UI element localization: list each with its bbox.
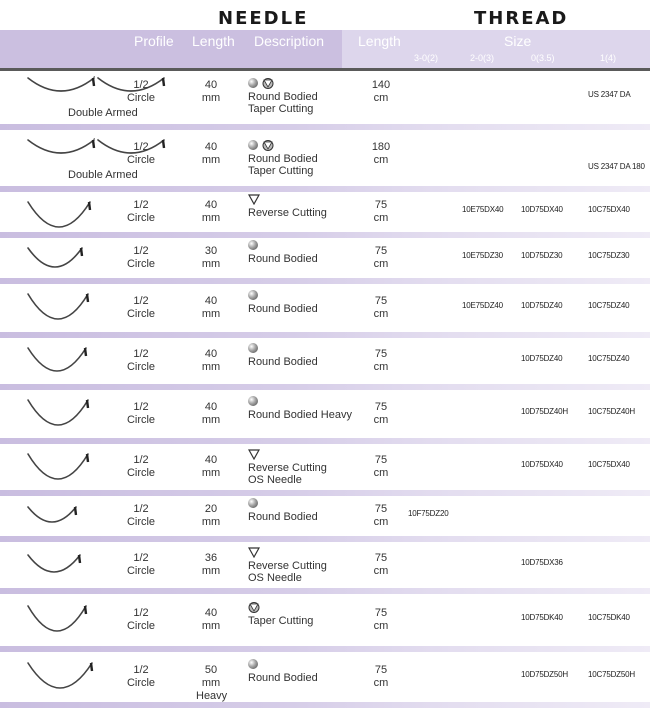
point-type-icons [248, 395, 352, 407]
cell-line: mm [201, 154, 221, 166]
cell-line: 40 [204, 141, 218, 153]
profile-cell [120, 607, 162, 633]
cell-line: OS Needle [248, 572, 302, 584]
thread-length-cell [364, 607, 398, 633]
thread-length-cell [364, 79, 398, 105]
cell-line: mm [201, 361, 221, 373]
description-cell [248, 239, 318, 265]
profile-cell [120, 245, 162, 271]
cell-line: mm [201, 677, 221, 689]
needle-length-cell [196, 552, 226, 578]
cell-line: 1/2 [133, 199, 149, 211]
cell-line: 1/2 [133, 454, 149, 466]
cell-line: 40 [204, 401, 218, 413]
thread-length-cell [364, 245, 398, 271]
header-size-2-0: 2-0(3) [470, 53, 495, 63]
cell-line: cm [373, 620, 389, 632]
product-code: 10C75DZ40H [588, 407, 635, 416]
cell-line: mm [201, 308, 221, 320]
cell-line: 1/2 [133, 348, 149, 360]
profile-cell [120, 199, 162, 225]
needle-length-cell [196, 454, 226, 480]
cell-line: 20 [204, 503, 218, 515]
product-code: 10C75DZ40 [588, 301, 630, 310]
cell-line: mm [201, 212, 221, 224]
needle-curve-icon [26, 398, 92, 430]
round-bodied-icon [248, 78, 258, 88]
header-size-1: 1(4) [600, 53, 617, 63]
profile-cell [120, 141, 162, 167]
round-bodied-icon [248, 343, 258, 353]
needle-image [26, 246, 104, 272]
point-type-icons [248, 342, 318, 354]
needle-curve-icon [26, 661, 96, 693]
cell-line: 50 [204, 664, 218, 676]
needle-curve-icon [26, 346, 90, 376]
cell-line: cm [373, 212, 389, 224]
description-cell [248, 546, 327, 584]
cell-line: cm [373, 308, 389, 320]
cell-line: Circle [126, 677, 156, 689]
header-thread-length: Length [358, 33, 401, 49]
cell-line: 40 [204, 199, 218, 211]
thread-length-cell [364, 348, 398, 374]
product-code: 10F75DZ20 [408, 509, 449, 518]
cell-line: Taper Cutting [248, 103, 314, 115]
needle-length-cell [196, 295, 226, 321]
needle-curve-icon [26, 505, 80, 527]
cell-line: 1/2 [133, 141, 149, 153]
needle-curve-icon [26, 553, 84, 577]
thread-length-cell [364, 295, 398, 321]
round-bodied-icon [248, 498, 258, 508]
needle-length-cell [196, 79, 226, 105]
needle-length-cell [196, 348, 226, 374]
cell-line: 75 [374, 664, 388, 676]
cell-line: 36 [204, 552, 218, 564]
header-divider [0, 68, 650, 71]
needle-length-cell [196, 199, 226, 225]
cell-line: 140 [371, 79, 391, 91]
header-size: Size [504, 33, 532, 49]
cell-line: 75 [374, 503, 388, 515]
cell-line: cm [373, 414, 389, 426]
header-description: Description [254, 33, 325, 49]
description-cell [248, 497, 318, 523]
cell-line: Round Bodied Heavy [248, 409, 352, 421]
cell-line: Circle [126, 154, 156, 166]
table-row [0, 338, 650, 390]
cell-line: 40 [204, 607, 218, 619]
table-row [0, 68, 650, 130]
needle-image [26, 604, 104, 636]
product-code: 10D75DX40 [521, 205, 563, 214]
description-cell [248, 658, 318, 684]
point-type-icons [248, 239, 318, 251]
cell-line: Taper Cutting [248, 615, 314, 627]
taper-cutting-icon [262, 78, 274, 89]
needle-curve-icon [26, 246, 86, 272]
taper-cutting-icon [262, 140, 274, 151]
product-code: 10D75DZ30 [521, 251, 563, 260]
cell-line: 180 [371, 141, 391, 153]
product-code: 10E75DZ40 [462, 301, 503, 310]
cell-line: Reverse Cutting [248, 560, 327, 572]
needle-curve-icon [26, 292, 92, 324]
thread-length-cell [364, 552, 398, 578]
round-bodied-icon [248, 290, 258, 300]
cell-line: 1/2 [133, 295, 149, 307]
cell-line: 75 [374, 199, 388, 211]
row-divider-band [0, 702, 650, 708]
point-type-icons [248, 193, 327, 205]
cell-line: Round Bodied [248, 303, 318, 315]
needle-length-cell [196, 245, 226, 271]
cell-line: Round Bodied [248, 511, 318, 523]
thread-length-cell [364, 664, 398, 690]
description-cell [248, 77, 318, 115]
profile-cell [120, 454, 162, 480]
cell-line: Round Bodied [248, 153, 318, 165]
cell-line: cm [373, 677, 389, 689]
product-code: 10D75DX36 [521, 558, 563, 567]
profile-cell [120, 664, 162, 690]
point-type-icons [248, 77, 318, 89]
cell-line: mm [201, 620, 221, 632]
reverse-cutting-icon [248, 547, 260, 558]
description-cell [248, 193, 327, 219]
cell-line: 1/2 [133, 401, 149, 413]
cell-line: Taper Cutting [248, 165, 314, 177]
product-code: 10D75DZ50H [521, 670, 568, 679]
cell-line: 40 [204, 454, 218, 466]
point-type-icons [248, 289, 318, 301]
round-bodied-icon [248, 659, 258, 669]
needle-image [26, 398, 104, 430]
needle-image [26, 661, 104, 693]
product-code: 10C75DZ30 [588, 251, 630, 260]
round-bodied-icon [248, 240, 258, 250]
cell-line: Heavy [196, 690, 228, 702]
cell-line: 1/2 [133, 79, 149, 91]
needle-image [26, 292, 104, 324]
header-profile: Profile [134, 33, 174, 49]
needle-image [26, 200, 104, 232]
profile-cell [120, 79, 162, 105]
product-code: 10C75DZ40 [588, 354, 630, 363]
needle-length-cell [196, 607, 226, 633]
thread-length-cell [364, 503, 398, 529]
profile-cell [120, 552, 162, 578]
thread-length-cell [364, 141, 398, 167]
round-bodied-icon [248, 140, 258, 150]
profile-cell [120, 503, 162, 529]
thread-length-cell [364, 401, 398, 427]
thread-section-title: THREAD [474, 8, 569, 29]
thread-length-cell [364, 199, 398, 225]
cell-line: cm [373, 361, 389, 373]
cell-line: 75 [374, 245, 388, 257]
profile-cell [120, 295, 162, 321]
profile-cell [120, 348, 162, 374]
table-row [0, 390, 650, 444]
table-row [0, 284, 650, 338]
cell-line: 40 [204, 295, 218, 307]
product-code: 10C75DZ50H [588, 670, 635, 679]
cell-line: 1/2 [133, 503, 149, 515]
table-row [0, 130, 650, 192]
cell-line: 75 [374, 401, 388, 413]
table-row [0, 542, 650, 594]
table-row [0, 496, 650, 542]
cell-line: Circle [126, 516, 156, 528]
table-header [0, 30, 650, 68]
table-row [0, 594, 650, 652]
cell-line: Circle [126, 414, 156, 426]
cell-line: mm [201, 92, 221, 104]
table-row [0, 444, 650, 496]
needle-curve-icon [26, 604, 90, 636]
cell-line: cm [373, 516, 389, 528]
cell-line: mm [201, 258, 221, 270]
cell-line: 75 [374, 295, 388, 307]
product-code: 10D75DK40 [521, 613, 563, 622]
description-cell [248, 448, 327, 486]
point-type-icons [248, 546, 327, 558]
needle-image [26, 346, 104, 376]
needle-curve-icon [26, 452, 92, 484]
double-armed-label: Double Armed [68, 107, 138, 119]
cell-line: 1/2 [133, 607, 149, 619]
cell-line: 75 [374, 607, 388, 619]
point-type-icons [248, 601, 313, 613]
product-code: 10C75DX40 [588, 460, 630, 469]
cell-line: mm [201, 565, 221, 577]
thread-length-cell [364, 454, 398, 480]
description-cell [248, 395, 352, 421]
description-cell [248, 139, 318, 177]
cell-line: 30 [204, 245, 218, 257]
product-code: 10D75DZ40H [521, 407, 568, 416]
product-code: 10D75DX40 [521, 460, 563, 469]
cell-line: 40 [204, 79, 218, 91]
cell-line: Reverse Cutting [248, 462, 327, 474]
header-size-0: 0(3.5) [531, 53, 555, 63]
product-code: 10C75DX40 [588, 205, 630, 214]
cell-line: 75 [374, 552, 388, 564]
needle-image [26, 505, 104, 527]
point-type-icons [248, 658, 318, 670]
reverse-cutting-icon [248, 194, 260, 205]
cell-line: Reverse Cutting [248, 207, 327, 219]
table-row [0, 238, 650, 284]
product-code: 10C75DK40 [588, 613, 630, 622]
description-cell [248, 289, 318, 315]
cell-line: Circle [126, 620, 156, 632]
product-code: US 2347 DA [588, 90, 631, 99]
cell-line: 1/2 [133, 552, 149, 564]
taper-cutting-icon [248, 602, 260, 613]
product-code: 10D75DZ40 [521, 301, 563, 310]
cell-line: Circle [126, 565, 156, 577]
header-size-3-0: 3-0(2) [414, 53, 439, 63]
cell-line: Circle [126, 92, 156, 104]
description-cell [248, 342, 318, 368]
cell-line: mm [201, 516, 221, 528]
needle-image [26, 553, 104, 577]
needle-curve-icon [26, 200, 94, 232]
cell-line: Circle [126, 308, 156, 320]
cell-line: Circle [126, 467, 156, 479]
cell-line: Round Bodied [248, 356, 318, 368]
profile-cell [120, 401, 162, 427]
header-length: Length [192, 33, 235, 49]
needle-length-cell [196, 141, 226, 167]
needle-image [26, 452, 104, 484]
cell-line: 75 [374, 454, 388, 466]
product-code: 10E75DZ30 [462, 251, 503, 260]
cell-line: Round Bodied [248, 672, 318, 684]
reverse-cutting-icon [248, 449, 260, 460]
table-row [0, 652, 650, 708]
cell-line: Round Bodied [248, 91, 318, 103]
needle-length-cell [196, 503, 226, 529]
needle-length-cell [196, 401, 226, 427]
cell-line: Circle [126, 258, 156, 270]
product-code: US 2347 DA 180 [588, 162, 645, 171]
product-code: 10E75DX40 [462, 205, 504, 214]
cell-line: Circle [126, 212, 156, 224]
cell-line: OS Needle [248, 474, 302, 486]
cell-line: cm [373, 92, 389, 104]
cell-line: cm [373, 258, 389, 270]
cell-line: cm [373, 154, 389, 166]
needle-length-cell [196, 664, 226, 703]
double-armed-label: Double Armed [68, 169, 138, 181]
cell-line: mm [201, 467, 221, 479]
round-bodied-icon [248, 396, 258, 406]
product-code: 10D75DZ40 [521, 354, 563, 363]
cell-line: cm [373, 565, 389, 577]
point-type-icons [248, 139, 318, 151]
cell-line: 40 [204, 348, 218, 360]
cell-line: 75 [374, 348, 388, 360]
description-cell [248, 601, 313, 627]
needle-section-title: NEEDLE [218, 8, 309, 29]
cell-line: 1/2 [133, 245, 149, 257]
table-row [0, 192, 650, 238]
cell-line: 1/2 [133, 664, 149, 676]
point-type-icons [248, 448, 327, 460]
point-type-icons [248, 497, 318, 509]
cell-line: cm [373, 467, 389, 479]
cell-line: mm [201, 414, 221, 426]
cell-line: Round Bodied [248, 253, 318, 265]
cell-line: Circle [126, 361, 156, 373]
